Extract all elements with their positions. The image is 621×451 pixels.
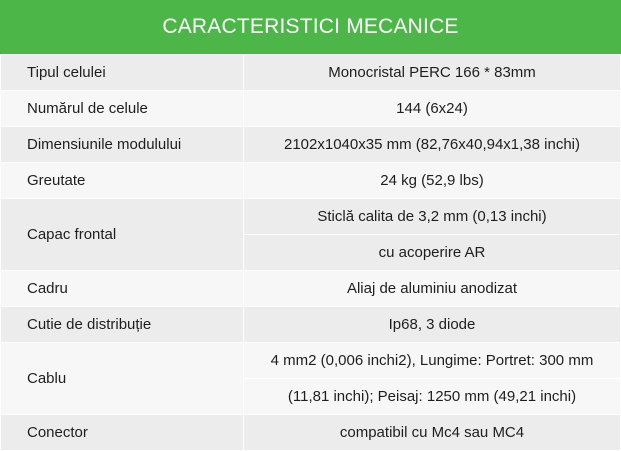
spec-label: Capac frontal [1,199,244,271]
spec-value: Sticlă calita de 3,2 mm (0,13 inchi) [244,199,621,235]
table-row [1,127,621,163]
spec-value: Monocristal PERC 166 * 83mm [244,55,621,91]
spec-label: Cablu [1,343,244,415]
spec-value: compatibil cu Mc4 sau MC4 [244,415,621,451]
table-row [1,91,621,127]
spec-label: Dimensiunile modulului [1,127,244,163]
table-row [1,415,621,451]
table-row [1,199,621,235]
section-title: CARACTERISTICI MECANICE [0,0,621,54]
spec-value: cu acoperire AR [244,235,621,271]
spec-value: 24 kg (52,9 lbs) [244,163,621,199]
spec-label: Conector [1,415,244,451]
spec-value: 4 mm2 (0,006 inchi2), Lungime: Portret: 300 mm [244,343,621,379]
spec-label: Cadru [1,271,244,307]
table-row [1,163,621,199]
specs-table [0,54,621,451]
table-row [1,271,621,307]
spec-label: Numărul de celule [1,91,244,127]
spec-label: Greutate [1,163,244,199]
spec-value: Ip68, 3 diode [244,307,621,343]
spec-value: 2102x1040x35 mm (82,76x40,94x1,38 inchi) [244,127,621,163]
spec-value: (11,81 inchi); Peisaj: 1250 mm (49,21 inchi) [244,379,621,415]
table-row [1,343,621,379]
table-row [1,307,621,343]
spec-label: Tipul celulei [1,55,244,91]
spec-value: Aliaj de aluminiu anodizat [244,271,621,307]
spec-value: 144 (6x24) [244,91,621,127]
table-row [1,55,621,91]
spec-label: Cutie de distribuție [1,307,244,343]
